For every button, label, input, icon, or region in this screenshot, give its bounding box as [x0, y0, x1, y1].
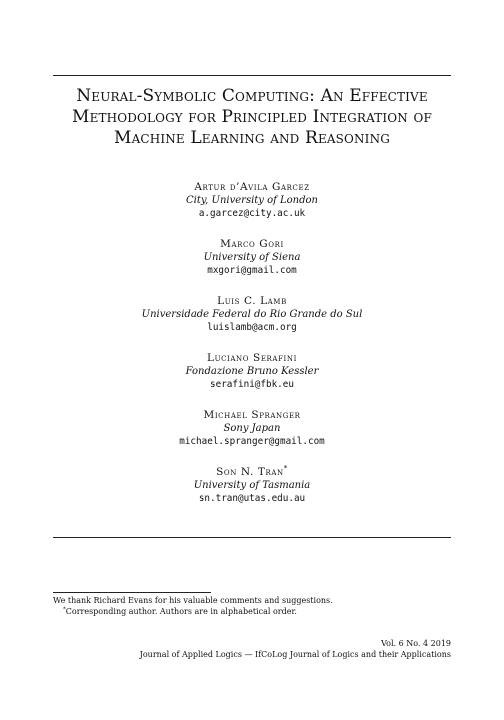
title-line-3: Machine Learning and Reasoning: [114, 128, 390, 148]
author-name: Artur d’Avila Garcez: [194, 181, 310, 193]
footnote-thanks: We thank Richard Evans for his valuable comments and suggestions.: [53, 596, 333, 605]
title-line-2: Methodology for Principled Integration of: [72, 107, 432, 127]
author-block: [53, 466, 451, 523]
author-list: [53, 181, 451, 523]
footnote-mark: *: [63, 606, 66, 613]
author-email: luislamb@acm.org: [207, 322, 297, 333]
author-email: mxgori@gmail.com: [207, 265, 297, 276]
author-name: Marco Gori: [220, 238, 284, 250]
author-block: [53, 409, 451, 466]
author-block: [53, 238, 451, 295]
author-block: [53, 181, 451, 238]
title-line-1: Neural-Symbolic Computing: An Effective: [76, 86, 428, 106]
author-name: Luis C. Lamb: [217, 295, 287, 307]
author-name: Luciano Serafini: [207, 352, 297, 364]
author-email: a.garcez@city.ac.uk: [198, 208, 306, 219]
author-affiliation: University of Siena: [203, 252, 301, 263]
author-affiliation: University of Tasmania: [193, 480, 311, 491]
author-affiliation: Universidade Federal do Rio Grande do Sul: [141, 309, 363, 320]
author-block: [53, 295, 451, 352]
footnote-rule: [53, 592, 211, 593]
corresponding-author-mark: *: [283, 464, 288, 473]
journal-name: Journal of Applied Logics — IfCoLog Journal of Logics and their Applications: [139, 650, 451, 659]
bottom-rule: [53, 537, 451, 538]
footnotes: [53, 595, 451, 617]
author-affiliation: Sony Japan: [223, 423, 281, 434]
author-name: Michael Spranger: [203, 409, 301, 421]
author-affiliation: City, University of London: [185, 195, 318, 206]
journal-info: [53, 638, 451, 660]
author-email: sn.tran@utas.edu.au: [198, 493, 306, 504]
author-block: [53, 352, 451, 409]
footnote-corresponding: [53, 606, 451, 617]
footnote-corresponding-text: Corresponding author. Authors are in alphabetical order.: [65, 607, 297, 616]
paper-title: [53, 86, 451, 149]
top-rule: [53, 75, 451, 76]
author-affiliation: Fondazione Bruno Kessler: [185, 366, 319, 377]
author-name: Son N. Tran*: [216, 464, 288, 478]
author-email: michael.spranger@gmail.com: [179, 436, 325, 447]
journal-volume: Vol. 6 No. 4 2019: [381, 639, 451, 648]
author-email: serafini@fbk.eu: [210, 379, 294, 390]
